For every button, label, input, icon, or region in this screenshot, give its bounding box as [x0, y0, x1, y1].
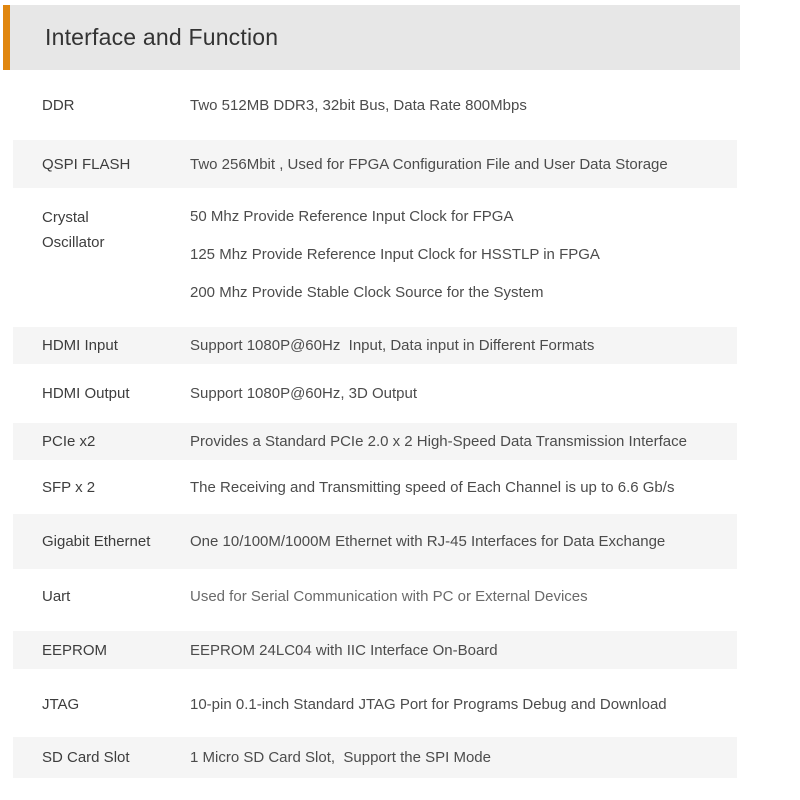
row-label: Gigabit Ethernet: [42, 533, 151, 550]
row-value: [190, 692, 737, 717]
row-value: [190, 93, 737, 118]
row-value-line: 125 Mhz Provide Reference Input Clock for HSSTLP in FPGA: [190, 246, 600, 263]
table-row-gigabit-ethernet: [13, 514, 737, 569]
row-value: [190, 584, 737, 609]
row-value-line: Two 512MB DDR3, 32bit Bus, Data Rate 800Mbps: [190, 96, 527, 114]
row-value: [190, 429, 737, 454]
row-value: [190, 638, 737, 663]
row-label: DDR: [42, 96, 75, 114]
table-row-sfp-x2: [13, 469, 737, 506]
row-value-line: Support 1080P@60Hz Input, Data input in Different Formats: [190, 337, 595, 354]
row-value: [190, 381, 737, 406]
row-label: HDMI Input: [42, 337, 118, 354]
row-label: HDMI Output: [42, 384, 130, 402]
section-header: [3, 5, 740, 70]
table-row-crystal-oscillator: [13, 196, 737, 320]
row-label: EEPROM: [42, 641, 108, 659]
row-value: [190, 745, 737, 770]
table-row-eeprom: [13, 631, 737, 669]
row-value-line: One 10/100M/1000M Ethernet with RJ-45 Interfaces for Data Exchange: [190, 533, 666, 550]
table-row-sd-card-slot: [13, 737, 737, 778]
table-row-hdmi-input: [13, 327, 737, 364]
page-title: Interface and Function: [45, 24, 279, 50]
table-row-uart: [13, 577, 737, 615]
row-value-line: 1 Micro SD Card Slot, Support the SPI Mode: [190, 749, 491, 766]
row-label: JTAG: [42, 695, 80, 713]
row-value-line: Support 1080P@60Hz, 3D Output: [190, 384, 418, 402]
table-row-hdmi-output: [13, 374, 737, 412]
spec-table: [13, 85, 737, 778]
row-label: Crystal Oscillator: [42, 209, 105, 251]
row-label: SD Card Slot: [42, 749, 130, 766]
table-row-jtag: [13, 685, 737, 723]
row-value: [190, 475, 737, 500]
row-value-line: The Receiving and Transmitting speed of Each Channel is up to 6.6 Gb/s: [190, 479, 675, 496]
table-row-pcie-x2: [13, 423, 737, 460]
row-value-line: 10-pin 0.1-inch Standard JTAG Port for Programs Debug and Download: [190, 695, 667, 713]
row-value: [190, 198, 737, 312]
row-value-line: 50 Mhz Provide Reference Input Clock for FPGA: [190, 208, 514, 225]
table-row-ddr: [13, 85, 737, 125]
row-value-line: EEPROM 24LC04 with IIC Interface On-Board: [190, 641, 498, 659]
row-label: Uart: [42, 587, 71, 605]
row-value-line: Provides a Standard PCIe 2.0 x 2 High-Speed Data Transmission Interface: [190, 433, 687, 450]
row-value-line: 200 Mhz Provide Stable Clock Source for the System: [190, 284, 544, 301]
row-value-line: Two 256Mbit , Used for FPGA Configuration File and User Data Storage: [190, 155, 668, 173]
row-value: [190, 529, 737, 554]
row-label: PCIe x2: [42, 433, 96, 450]
row-label: QSPI FLASH: [42, 155, 131, 173]
row-value: [190, 333, 737, 358]
row-value: [190, 152, 737, 177]
row-value-line: Used for Serial Communication with PC or External Devices: [190, 587, 588, 605]
row-label: SFP x 2: [42, 479, 96, 496]
table-row-qspi-flash: [13, 140, 737, 188]
